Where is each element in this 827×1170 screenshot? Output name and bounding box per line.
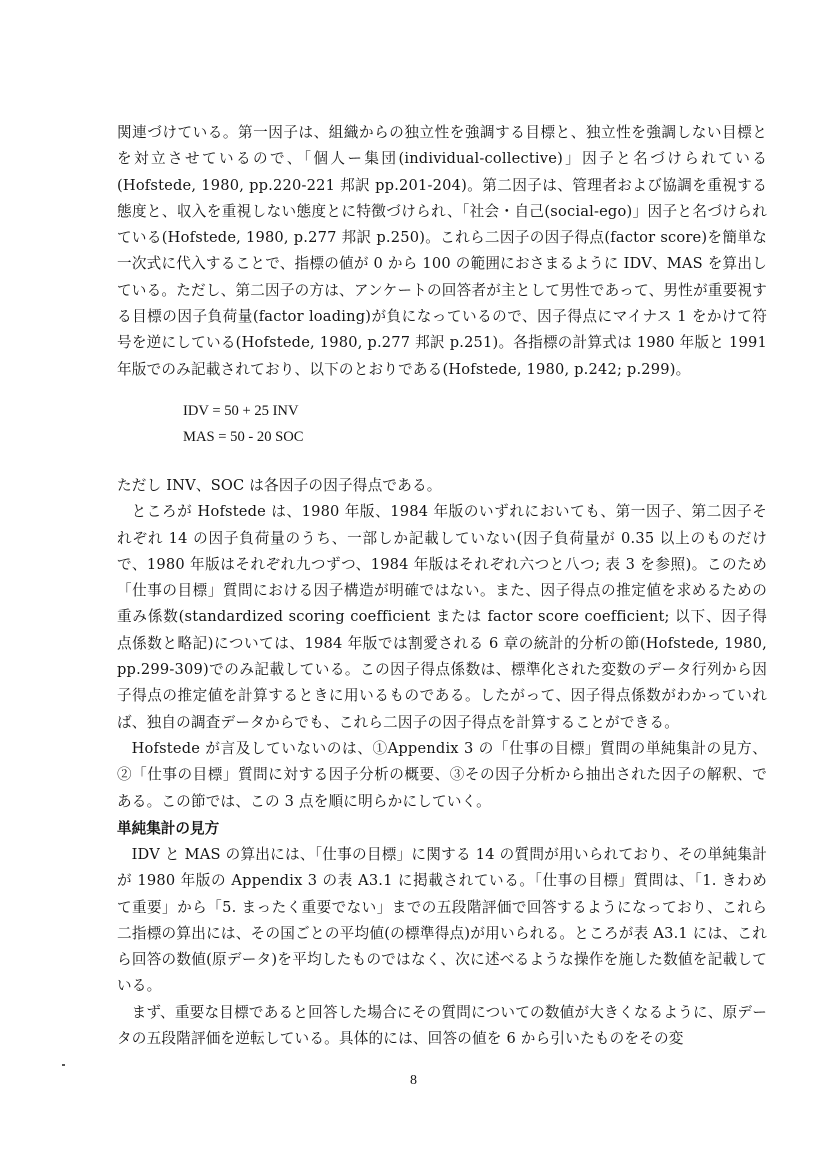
formula-mas: MAS = 50 - 20 SOC [183, 429, 304, 445]
intro-paragraph-block [117, 120, 767, 383]
discussion-block [117, 473, 767, 815]
note-line: ただし INV、SOC は各因子の因子得点である。 [117, 477, 442, 494]
margin-mark [62, 1064, 65, 1066]
intro-paragraph: 関連づけている。第一因子は、組織からの独立性を強調する目標と、独立性を強調しない目標とを対立させているので、「個人ー集団(individual-collective)」因子と名づけられている(Hofstede, 1980, pp.220-221 邦訳 pp.201-204)。第二因子は、管理者および協調を重視する態度と、収入を重視しない態度とに特徴づけられ、「社会・自己(social-ego)」因子と名づけられている(Hofstede, 1980, p.277 邦訳 p.250)。これら二因子の因子得点(factor score)を簡単な一次式に代入することで、指標の値が 0 から 100 の範囲におさまるように IDV、MAS を算出している。ただし、第二因子の方は、アンケートの回答者が主として男性であって、男性が重要視する目標の因子負荷量(factor loading)が負になっているので、因子得点にマイナス 1 をかけて符号を逆にしている(Hofstede, 1980, p.277 邦訳 p.251)。各指標の計算式は 1980 年版と 1991 年版でのみ記載されており、以下のとおりである(Hofstede, 1980, p.242; p.299)。 [117, 124, 767, 378]
section-body-block [117, 842, 767, 1052]
formula-idv: IDV = 50 + 25 INV [183, 403, 299, 419]
section-paragraph-2: まず、重要な目標であると回答した場合にその質問についての数値が大きくなるように、原データの五段階評価を逆転している。具体的には、回答の値を 6 から引いたものをその変 [117, 1003, 767, 1048]
section-heading: 単純集計の見方 [117, 820, 220, 837]
section-paragraph-1: IDV と MAS の算出には、「仕事の目標」に関する 14 の質問が用いられており、その単純集計が 1980 年版の Appendix 3 の表 A3.1 に掲載されている。「仕事の目標」質問は、「1. きわめて重要」から「5. まったく重要でない」までの五段階評価で回答するようになっており、これら二指標の算出には、その国ごとの平均値(の標準得点)が用いられる。ところが表 A3.1 には、これら回答の数値(原データ)を平均したものではなく、次に述べるような操作を施した数値を記載している。 [117, 846, 767, 995]
discussion-paragraph-1: ところが Hofstede は、1980 年版、1984 年版のいずれにおいても、第一因子、第二因子それぞれ 14 の因子負荷量のうち、一部しか記載していない(因子負荷量が 0.35 以上のものだけで、1980 年版はそれぞれ九つずつ、1984 年版はそれぞれ六つと八つ; 表 3 を参照)。このため「仕事の目標」質問における因子構造が明確ではない。また、因子得点の推定値を求めるための重み係数(standardized scoring coefficient または factor score coefficient; 以下、因子得点係数と略記)については、1984 年版では割愛される 6 章の統計的分析の節(Hofstede, 1980, pp.299-309)でのみ記載している。この因子得点係数は、標準化された変数のデータ行列から因子得点の推定値を計算するときに用いるものである。したがって、因子得点係数がわかっていれば、独自の調査データからでも、これら二因子の因子得点を計算することができる。 [117, 503, 767, 731]
page-number: 8 [410, 1073, 417, 1088]
discussion-paragraph-2: Hofstede が言及していないのは、①Appendix 3 の「仕事の目標」質問の単純集計の見方、②「仕事の目標」質問に対する因子分析の概要、③その因子分析から抽出された因子の解釈、である。この節では、この 3 点を順に明らかにしていく。 [117, 739, 767, 810]
formula-block [183, 398, 304, 450]
